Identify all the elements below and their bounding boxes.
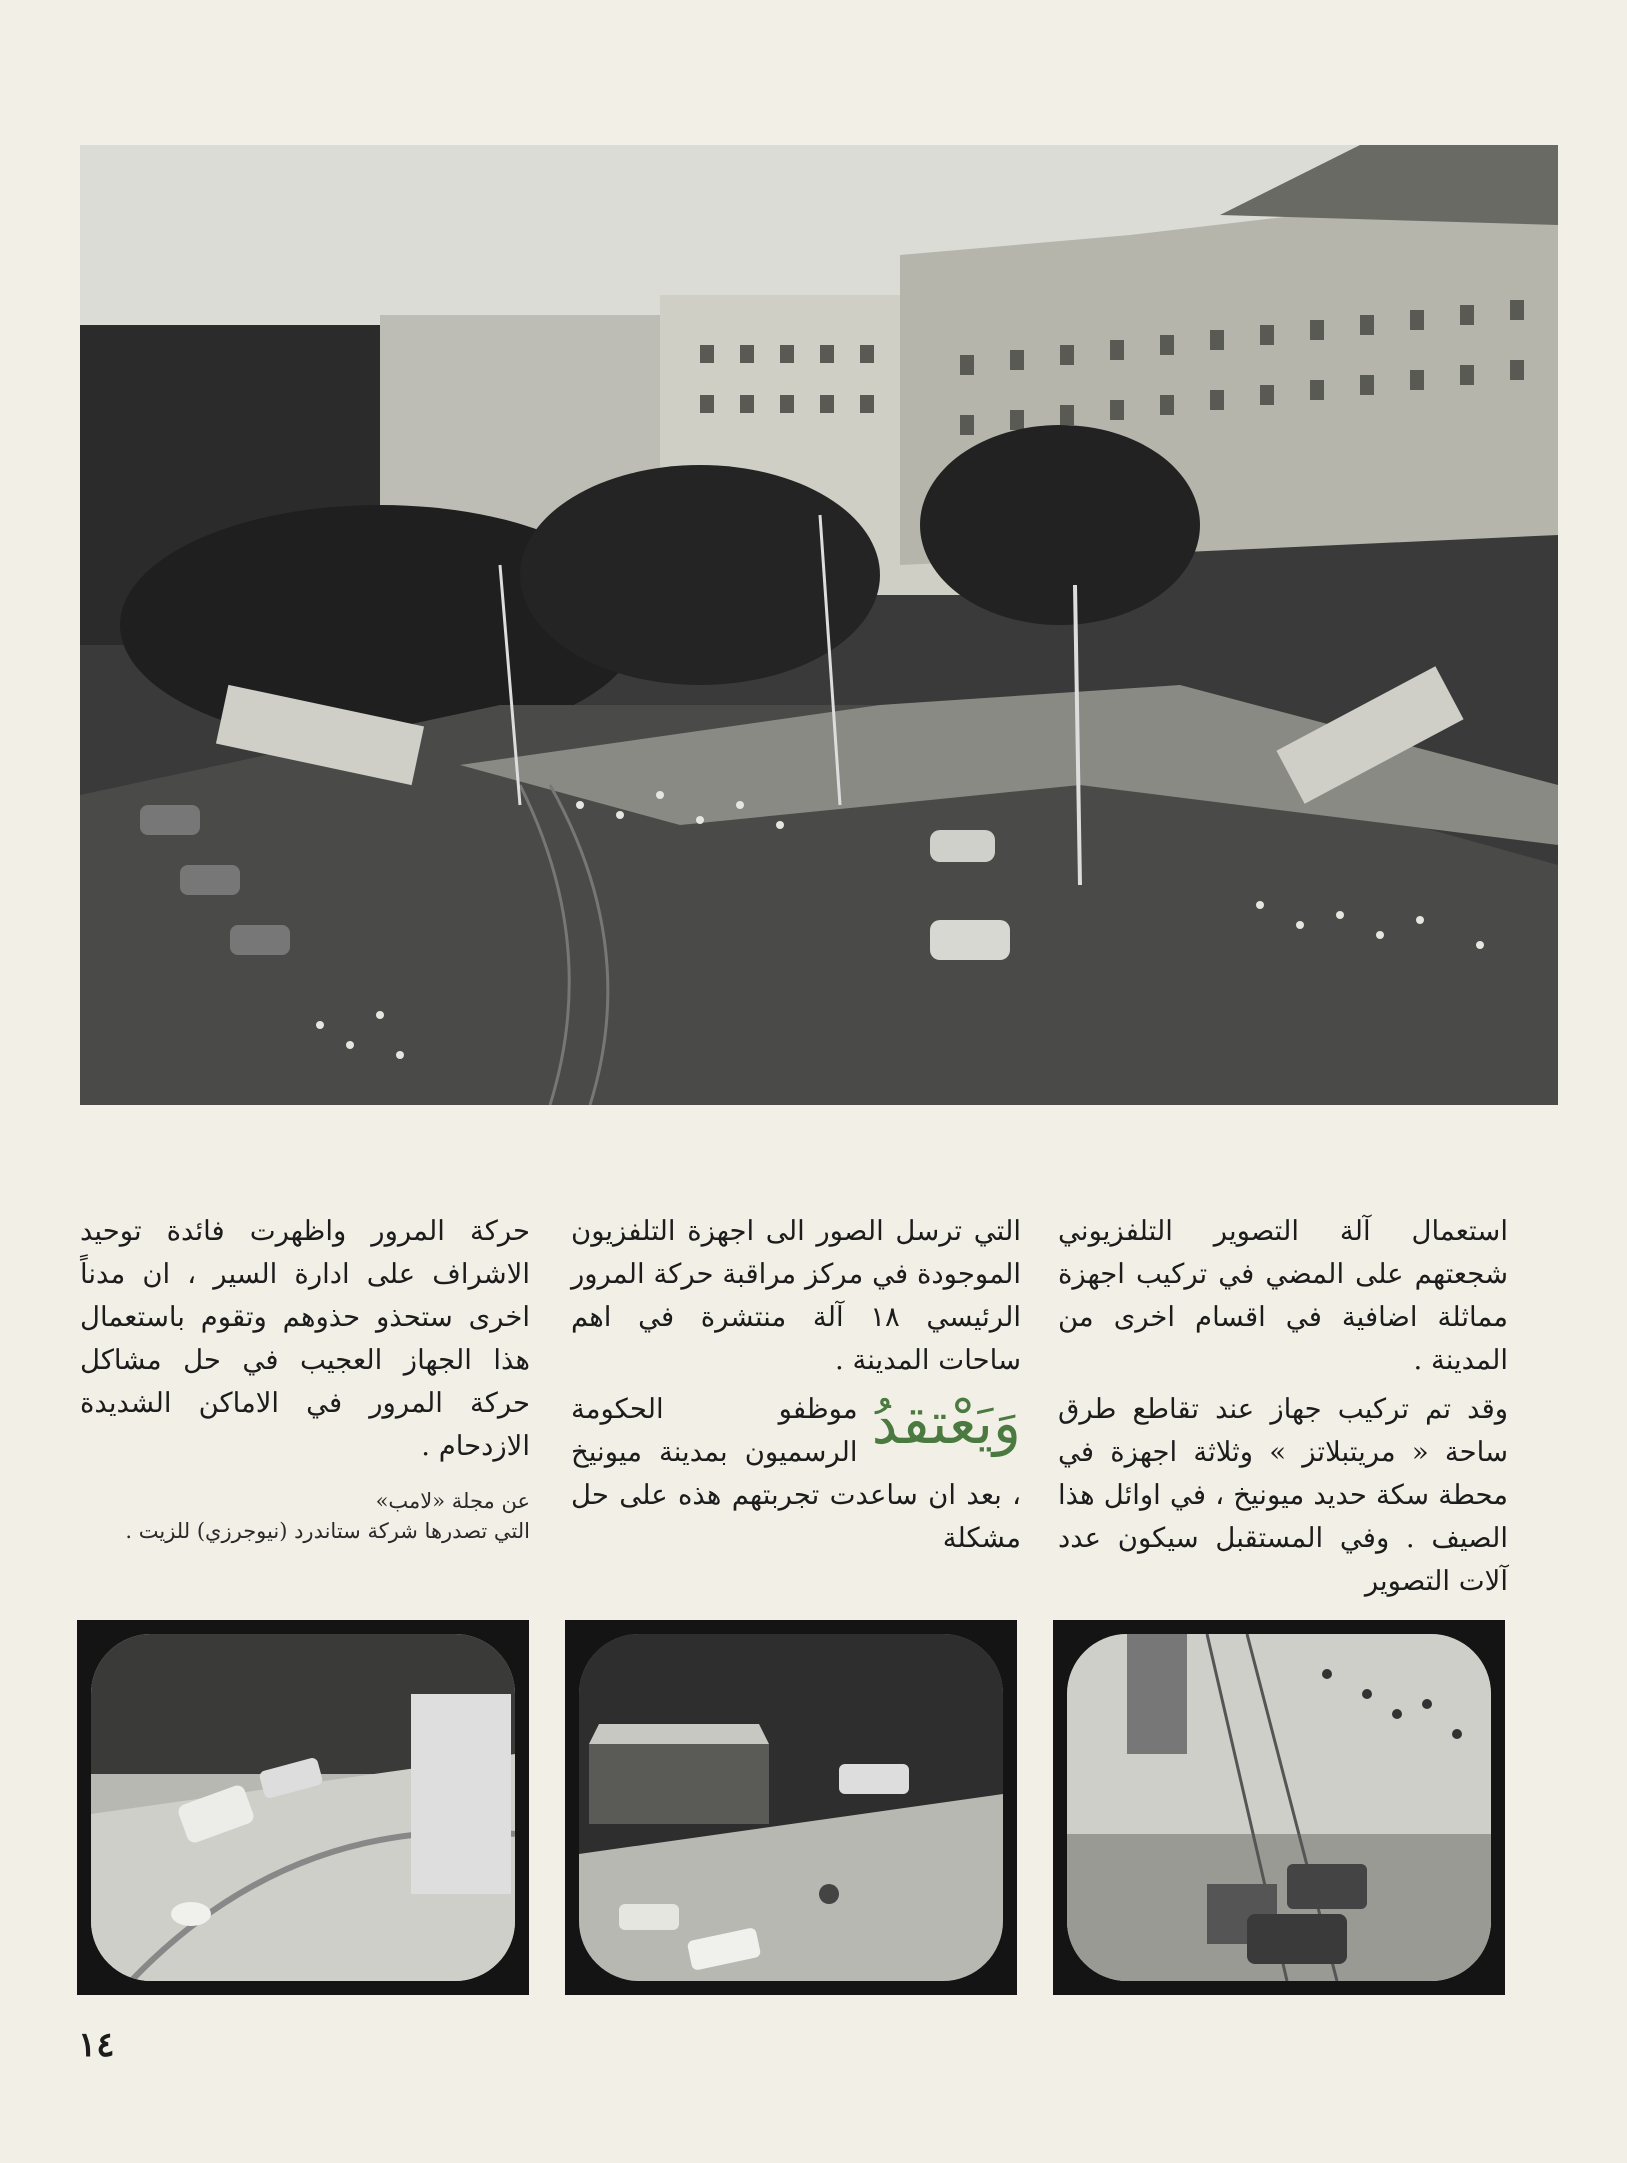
paragraph-text: موظفو الحكومة الرسميون بمدينة ميونيخ ، بعد ان ساعدت تجربتهم هذه على حل مشكلة [571,1393,1021,1554]
paragraph: التي ترسل الصور الى اجهزة التلفزيون الموجودة في مركز مراقبة حركة المرور الرئيسي ١٨ آلة منتشرة في اهم ساحات المدينة . [571,1215,1021,1376]
drop-word: وَيَعْتقدُ [871,1389,1021,1457]
source-credit [80,1486,530,1546]
paragraph [571,1388,1021,1560]
source-line: التي تصدرها شركة ستاندرد (نيوجرزي) للزيت . [125,1519,530,1543]
page-number: ١٤ [78,2025,115,2065]
paragraph: استعمال آلة التصوير التلفزيوني شجعتهم على المضي في تركيب اجهزة مماثلة اضافية في اقسام اخرى من المدينة . [1058,1215,1508,1376]
paragraph: وقد تم تركيب جهاز عند تقاطع طرق ساحة « مريتبلاتز » وثلاثة اجهزة في محطة سكة حديد ميونيخ ، في اوائل هذا الصيف . وفي المستقبل سيكون عدد آلات التصوير [1058,1393,1508,1597]
tv-screen-photo-middle [565,1620,1017,1995]
article-column-middle [571,1210,1021,1566]
city-square-photo [80,145,1558,1105]
paragraph: حركة المرور واظهرت فائدة توحيد الاشراف على ادارة السير ، ان مدناً اخرى ستحذو حذوهم وتقوم باستعمال هذا الجهاز العجيب في حل مشاكل حركة المرور في الاماكن الشديدة الازدحام . [80,1215,530,1462]
tv-screen-photo-right [1053,1620,1505,1995]
source-line: عن مجلة «لامب» [375,1489,530,1513]
article-column-left [80,1210,530,1546]
article-column-right [1058,1210,1508,1609]
tv-screen-photo-left [77,1620,529,1995]
